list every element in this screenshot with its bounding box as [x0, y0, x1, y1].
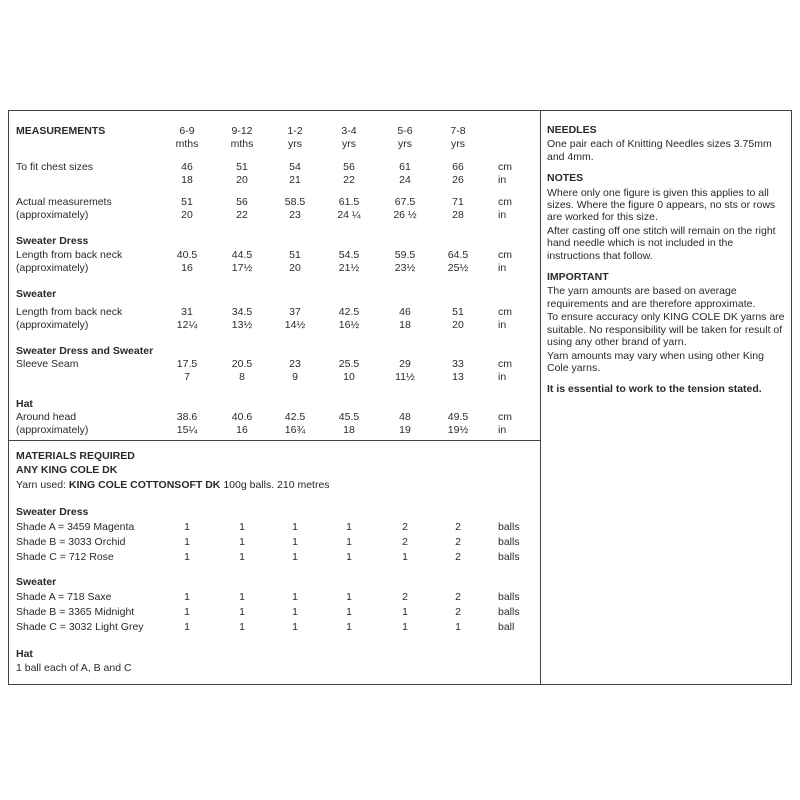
measurement-in-value: 23½	[394, 262, 416, 274]
materials-subheading: ANY KING COLE DK	[16, 464, 118, 476]
shade-label: Shade A = 3459 Magenta	[16, 521, 135, 533]
measurement-in-value: 22	[236, 209, 248, 221]
ball-count: 1	[402, 606, 408, 618]
ball-count: 1	[292, 521, 298, 533]
ball-unit: balls	[498, 606, 520, 618]
measurement-in-value: 24 ¼	[337, 209, 361, 221]
ball-count: 1	[346, 536, 352, 548]
ball-unit: balls	[498, 521, 520, 533]
notes-heading: NOTES	[547, 172, 584, 185]
ball-count: 1	[292, 621, 298, 633]
measurement-in-value: 10	[343, 371, 355, 383]
yarn-used-prefix: Yarn used:	[16, 479, 69, 491]
measurement-cm-value: 46	[399, 306, 411, 318]
ball-unit: balls	[498, 591, 520, 603]
ball-count: 1	[292, 551, 298, 563]
measurement-in-value: 16	[236, 424, 248, 436]
ball-count: 1	[402, 621, 408, 633]
measurement-cm-value: 61.5	[338, 196, 360, 208]
measurement-in-value: 8	[239, 371, 245, 383]
size-unit: mths	[230, 138, 254, 150]
ball-count: 2	[455, 606, 461, 618]
measurement-in-value: 18	[181, 174, 193, 186]
ball-count: 2	[455, 521, 461, 533]
notes-paragraph-1: Where only one figure is given this applies to all sizes. Where the figure 0 appears, no sts or rows are worked for this size.	[547, 186, 776, 224]
unit-in: in	[498, 262, 507, 274]
unit-in: in	[498, 209, 507, 221]
measurement-in-value: 16½	[338, 319, 360, 331]
ball-count: 2	[455, 536, 461, 548]
measurement-in-value: 19	[399, 424, 411, 436]
measurement-cm-value: 17.5	[176, 358, 198, 370]
measurement-in-value: 26 ½	[393, 209, 417, 221]
shade-label: Shade B = 3033 Orchid	[16, 536, 126, 548]
measurement-cm-value: 56	[236, 196, 248, 208]
measurement-section-title: Sweater Dress	[16, 235, 89, 247]
measurement-cm-value: 29	[399, 358, 411, 370]
size-label: 6-9	[179, 125, 195, 137]
measurement-in-value: 26	[452, 174, 464, 186]
measurement-in-value: 18	[399, 319, 411, 331]
ball-unit: ball	[498, 621, 515, 633]
measurement-cm-value: 46	[181, 161, 193, 173]
unit-cm: cm	[498, 196, 512, 208]
measurement-in-value: 7	[184, 371, 190, 383]
unit-in: in	[498, 174, 507, 186]
ball-count: 1	[184, 591, 190, 603]
ball-count: 1	[346, 551, 352, 563]
measurement-in-value: 24	[399, 174, 411, 186]
hat-text: 1 ball each of A, B and C	[16, 662, 132, 674]
size-label: 7-8	[450, 125, 466, 137]
measurement-label: To fit chest sizes	[16, 161, 94, 173]
hat-title: Hat	[16, 648, 33, 660]
measurement-cm-value: 59.5	[394, 249, 416, 261]
size-label: 5-6	[397, 125, 413, 137]
size-unit: yrs	[398, 138, 412, 150]
measurement-label: Length from back neck	[16, 249, 123, 261]
ball-count: 1	[346, 606, 352, 618]
ball-count: 1	[184, 621, 190, 633]
notes-paragraph-2: After casting off one stitch will remain on the right hand needle which is not included in the instructions that follow.	[547, 224, 776, 262]
measurement-in-value: 18	[343, 424, 355, 436]
important-paragraph-3: Yarn amounts may vary when using other King Cole yarns.	[547, 349, 764, 374]
measurement-cm-value: 48	[399, 411, 411, 423]
ball-count: 2	[402, 521, 408, 533]
ball-count: 1	[239, 591, 245, 603]
measurement-in-value: 20	[452, 319, 464, 331]
size-unit: yrs	[288, 138, 302, 150]
shade-label: Shade C = 712 Rose	[16, 551, 114, 563]
measurement-cm-value: 38.6	[176, 411, 198, 423]
measurement-label: Sleeve Seam	[16, 358, 79, 370]
measurement-in-value: 13	[452, 371, 464, 383]
measurement-in-value: 22	[343, 174, 355, 186]
unit-cm: cm	[498, 358, 512, 370]
ball-count: 1	[292, 591, 298, 603]
unit-cm: cm	[498, 411, 512, 423]
measurement-in-value: 19½	[447, 424, 469, 436]
ball-count: 1	[402, 551, 408, 563]
ball-count: 1	[292, 536, 298, 548]
ball-count: 2	[402, 536, 408, 548]
unit-cm: cm	[498, 161, 512, 173]
measurement-section-title: Sweater	[16, 288, 57, 300]
ball-count: 1	[292, 606, 298, 618]
needles-heading: NEEDLES	[547, 124, 597, 136]
measurement-in-value: 23	[289, 209, 301, 221]
measurement-section-title: Sweater Dress and Sweater	[16, 345, 154, 357]
materials-group-title: Sweater	[16, 576, 57, 588]
ball-count: 1	[239, 536, 245, 548]
measurements-heading: MEASUREMENTS	[16, 125, 106, 137]
measurement-cm-value: 56	[343, 161, 355, 173]
shade-label: Shade A = 718 Saxe	[16, 591, 112, 603]
measurement-cm-value: 42.5	[284, 411, 306, 423]
ball-count: 1	[346, 621, 352, 633]
size-unit: yrs	[342, 138, 356, 150]
measurement-sublabel: (approximately)	[16, 262, 89, 274]
ball-count: 1	[184, 536, 190, 548]
measurement-in-value: 17½	[231, 262, 253, 274]
measurement-in-value: 20	[181, 209, 193, 221]
measurement-label: Actual measuremets	[16, 196, 112, 208]
measurement-cm-value: 40.6	[231, 411, 253, 423]
measurement-cm-value: 40.5	[176, 249, 198, 261]
measurement-cm-value: 45.5	[338, 411, 360, 423]
measurement-cm-value: 33	[452, 358, 464, 370]
ball-count: 1	[455, 621, 461, 633]
measurement-cm-value: 34.5	[231, 306, 253, 318]
unit-in: in	[498, 371, 507, 383]
important-paragraph-2: To ensure accuracy only KING COLE DK yarns are suitable. No responsibility will be taken for result of using any other brand of yarn.	[547, 311, 785, 349]
ball-unit: balls	[498, 551, 520, 563]
measurement-cm-value: 51	[181, 196, 193, 208]
measurement-cm-value: 51	[236, 161, 248, 173]
ball-count: 1	[184, 551, 190, 563]
measurement-in-value: 25½	[447, 262, 469, 274]
ball-count: 1	[346, 591, 352, 603]
shade-label: Shade C = 3032 Light Grey	[16, 621, 144, 633]
measurement-cm-value: 71	[452, 196, 464, 208]
measurement-cm-value: 44.5	[231, 249, 253, 261]
measurement-in-value: 28	[452, 209, 464, 221]
measurement-in-value: 11½	[395, 371, 415, 383]
size-label: 3-4	[341, 125, 357, 137]
measurement-cm-value: 49.5	[447, 411, 469, 423]
unit-in: in	[498, 424, 507, 436]
ball-count: 1	[239, 551, 245, 563]
measurement-sublabel: (approximately)	[16, 424, 89, 436]
measurement-label: Length from back neck	[16, 306, 123, 318]
size-unit: yrs	[451, 138, 465, 150]
measurement-cm-value: 54.5	[338, 249, 360, 261]
materials-group-title: Sweater Dress	[16, 506, 89, 518]
shade-label: Shade B = 3365 Midnight	[16, 606, 135, 618]
measurement-in-value: 20	[289, 262, 301, 274]
important-paragraph-4: It is essential to work to the tension stated.	[547, 383, 762, 396]
measurement-cm-value: 25.5	[338, 358, 360, 370]
measurement-cm-value: 37	[289, 306, 301, 318]
needles-text: One pair each of Knitting Needles sizes 3.75mm and 4mm.	[547, 138, 772, 163]
section-divider	[8, 440, 540, 441]
unit-in: in	[498, 319, 507, 331]
measurement-cm-value: 66	[452, 161, 464, 173]
yarn-used-suffix: 100g balls. 210 metres	[220, 479, 330, 491]
ball-unit: balls	[498, 536, 520, 548]
measurement-section-title: Hat	[16, 398, 33, 410]
measurement-in-value: 16¾	[284, 424, 306, 436]
measurement-cm-value: 20.5	[231, 358, 253, 370]
measurement-in-value: 21	[289, 174, 301, 186]
measurement-cm-value: 61	[399, 161, 411, 173]
measurement-in-value: 20	[236, 174, 248, 186]
ball-count: 1	[184, 521, 190, 533]
notes-panel	[547, 124, 785, 405]
measurement-cm-value: 67.5	[394, 196, 416, 208]
ball-count: 2	[402, 591, 408, 603]
yarn-name: KING COLE COTTONSOFT DK	[68, 479, 221, 491]
measurement-in-value: 21½	[338, 262, 360, 274]
measurement-cm-value: 23	[289, 358, 301, 370]
measurement-cm-value: 51	[289, 249, 301, 261]
measurement-in-value: 15¼	[176, 424, 198, 436]
measurement-in-value: 16	[181, 262, 193, 274]
materials-heading: MATERIALS REQUIRED	[16, 450, 135, 462]
measurement-in-value: 9	[292, 371, 298, 383]
measurement-label: Around head	[16, 411, 77, 423]
size-label: 9-12	[231, 125, 253, 137]
size-label: 1-2	[287, 125, 303, 137]
important-paragraph-1: The yarn amounts are based on average requirements and are therefore approximate.	[547, 285, 756, 310]
ball-count: 1	[184, 606, 190, 618]
measurement-in-value: 13½	[231, 319, 253, 331]
measurement-cm-value: 64.5	[447, 249, 469, 261]
measurement-cm-value: 54	[289, 161, 301, 173]
unit-cm: cm	[498, 306, 512, 318]
column-divider	[540, 110, 541, 685]
ball-count: 1	[346, 521, 352, 533]
ball-count: 1	[239, 621, 245, 633]
measurement-in-value: 12¼	[176, 319, 198, 331]
measurement-cm-value: 42.5	[338, 306, 360, 318]
unit-cm: cm	[498, 249, 512, 261]
ball-count: 1	[239, 606, 245, 618]
measurement-cm-value: 51	[452, 306, 464, 318]
ball-count: 1	[239, 521, 245, 533]
measurement-sublabel: (approximately)	[16, 209, 89, 221]
ball-count: 2	[455, 551, 461, 563]
measurement-cm-value: 31	[181, 306, 193, 318]
measurement-cm-value: 58.5	[284, 196, 306, 208]
measurement-sublabel: (approximately)	[16, 319, 89, 331]
size-unit: mths	[175, 138, 199, 150]
measurement-in-value: 14½	[284, 319, 306, 331]
yarn-used-line	[16, 479, 330, 492]
ball-count: 2	[455, 591, 461, 603]
important-heading: IMPORTANT	[547, 271, 609, 284]
